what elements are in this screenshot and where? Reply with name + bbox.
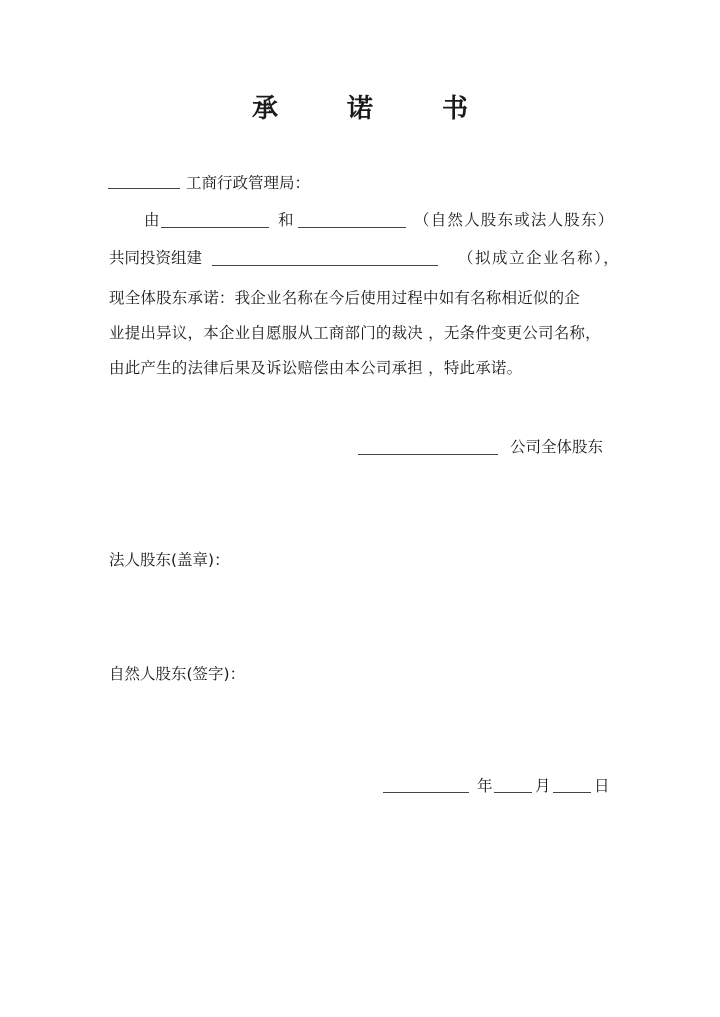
- natural-person-shareholder-label: 自然人股东(签字)：: [109, 665, 246, 683]
- commitment-line-2: 业提出异议，本企业自愿服从工商部门的裁决 ，无条件变更公司名称，: [109, 324, 601, 342]
- legal-person-shareholder-label: 法人股东(盖章)：: [109, 551, 230, 569]
- signatory-company-label: 公司全体股东: [510, 438, 604, 456]
- authority-name-blank[interactable]: [108, 188, 180, 189]
- addressee-text: 工商行政管理局：: [186, 174, 311, 192]
- year-label: 年: [477, 777, 493, 795]
- page-title: 承 诺 书: [251, 94, 499, 124]
- para1-conj: 和: [278, 211, 294, 229]
- company-name-blank[interactable]: [212, 265, 438, 266]
- commitment-line-1: 现全体股东承诺：我企业名称在今后使用过程中如有名称相近似的企: [109, 289, 581, 307]
- shareholder-b-blank[interactable]: [298, 227, 406, 228]
- day-label: 日: [594, 777, 610, 795]
- month-label: 月: [535, 777, 551, 795]
- para1-note: （自然人股东或法人股东）: [414, 211, 615, 229]
- month-blank[interactable]: [494, 792, 532, 793]
- para2-prefix: 共同投资组建: [109, 249, 203, 267]
- signatory-company-blank[interactable]: [358, 454, 498, 455]
- para2-note: （拟成立企业名称），: [458, 249, 621, 267]
- day-blank[interactable]: [553, 792, 591, 793]
- year-blank[interactable]: [383, 792, 469, 793]
- commitment-line-3: 由此产生的法律后果及诉讼赔偿由本公司承担 ，特此承诺。: [109, 359, 523, 377]
- shareholder-a-blank[interactable]: [161, 227, 269, 228]
- para1-prefix: 由: [144, 211, 160, 229]
